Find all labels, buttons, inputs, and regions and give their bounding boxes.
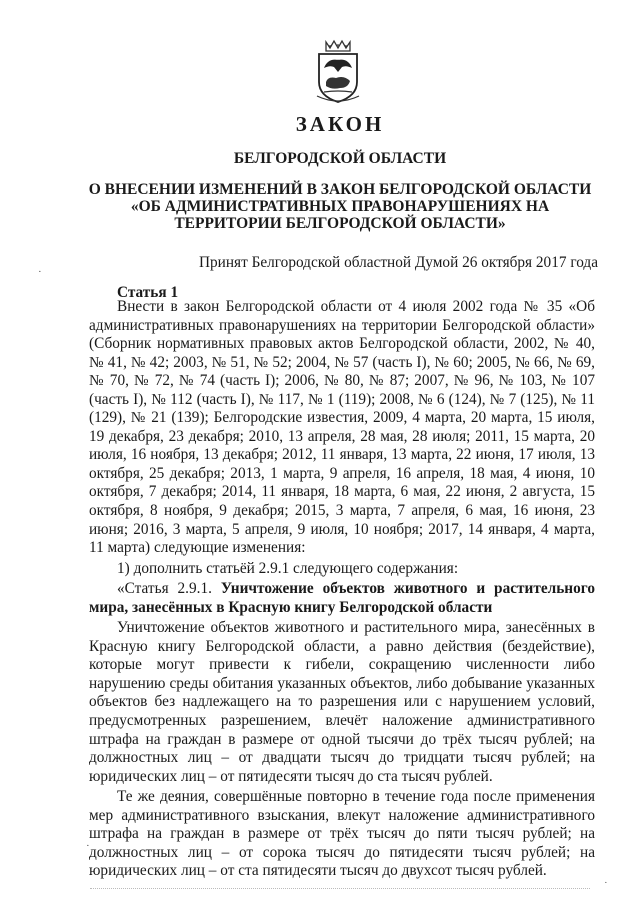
heading-line: О ВНЕСЕНИИ ИЗМЕНЕНИЙ В ЗАКОН БЕЛГОРОДСКОЙ ОБЛАСТИ: [88, 181, 592, 198]
scan-mark: ·: [86, 840, 90, 852]
paragraph: Те же деяния, совершённые повторно в течение года после применения мер административного взыскания, влекут наложение административного штрафа на граждан в размере от трёх тысяч до пяти тысяч рублей; на должностных лиц – от сорока тысяч до пятидесяти тысяч рублей; на юридических лиц – от ста пятидесяти тысяч до двухсот тысяч рублей.: [89, 788, 595, 880]
bottom-edge-line: [90, 888, 590, 890]
heading-line: «ОБ АДМИНИСТРАТИВНЫХ ПРАВОНАРУШЕНИЯХ НА: [130, 198, 550, 215]
coat-of-arms-icon: [314, 38, 362, 104]
article-heading-bold: Уничтожение объектов животного и растительного мира, занесённых в Красную книгу Белгородской области: [89, 580, 595, 616]
article-number: «Статья 2.9.1.: [117, 580, 221, 598]
paragraph: 1) дополнить статьёй 2.9.1 следующего содержания:: [117, 559, 459, 577]
adoption-line: Принят Белгородской областной Думой 26 октября 2017 года: [198, 254, 598, 271]
document-heading: [0, 181, 640, 232]
scan-mark: ·: [38, 266, 42, 278]
heading-line: ТЕРРИТОРИИ БЕЛГОРОДСКОЙ ОБЛАСТИ»: [174, 215, 506, 232]
document-region: БЕЛГОРОДСКОЙ ОБЛАСТИ: [233, 150, 447, 167]
article-body: [89, 298, 595, 881]
scan-mark: ˙: [604, 880, 608, 892]
document-title: ЗАКОН: [295, 112, 385, 136]
paragraph: Уничтожение объектов животного и растительного мира, занесённых в Красную книгу Белгородской области, а равно действия (бездействие), которые могут привести к гибели, сокращению численности либо нарушению среды обитания указанных объектов, либо добывание указанных объектов без надлежащего на то разрешения или с нарушением условий, предусмотренных разрешением, влечёт наложение административного штрафа на граждан в размере от одной тысячи до трёх тысяч рублей; на должностных лиц – от двадцати тысяч до тридцати тысяч рублей; на юридических лиц – от пятидесяти тысяч до ста тысяч рублей.: [89, 619, 595, 785]
paragraph-article-heading: [89, 580, 595, 617]
paragraph: Внести в закон Белгородской области от 4 июля 2002 года № 35 «Об административных правонарушениях на территории Белгородской области» (Сборник нормативных правовых актов Белгородской области, 2002, № 40, № 41, № 42; 2003, № 51, № 52; 2004, № 57 (часть I), № 60; 2005, № 66, № 69, № 70, № 72, № 74 (часть I); 2006, № 80, № 87; 2007, № 96, № 103, № 107 (часть I), № 112 (часть I), № 117, № 1 (119); 2008, № 6 (124), № 7 (125), № 11 (129), № 21 (139); Белгородские известия, 2009, 4 марта, 20 марта, 15 июля, 19 декабря, 23 декабря; 2010, 13 апреля, 28 мая, 28 июля; 2011, 15 марта, 20 июля, 16 ноября, 13 декабря; 2012, 11 января, 13 марта, 22 июня, 17 июля, 13 октября, 25 декабря; 2013, 1 марта, 9 апреля, 16 апреля, 18 мая, 4 июня, 10 октября, 7 декабря; 2014, 11 января, 18 марта, 6 мая, 22 июня, 2 августа, 15 октября, 8 ноября, 9 декабря; 2015, 3 марта, 7 апреля, 6 мая, 16 июня, 23 июня; 2016, 3 марта, 5 апреля, 9 июля, 10 ноября; 2017, 14 января, 4 марта, 11 марта) следующие изменения:: [89, 298, 595, 557]
article-title: Статья 1: [117, 284, 179, 301]
